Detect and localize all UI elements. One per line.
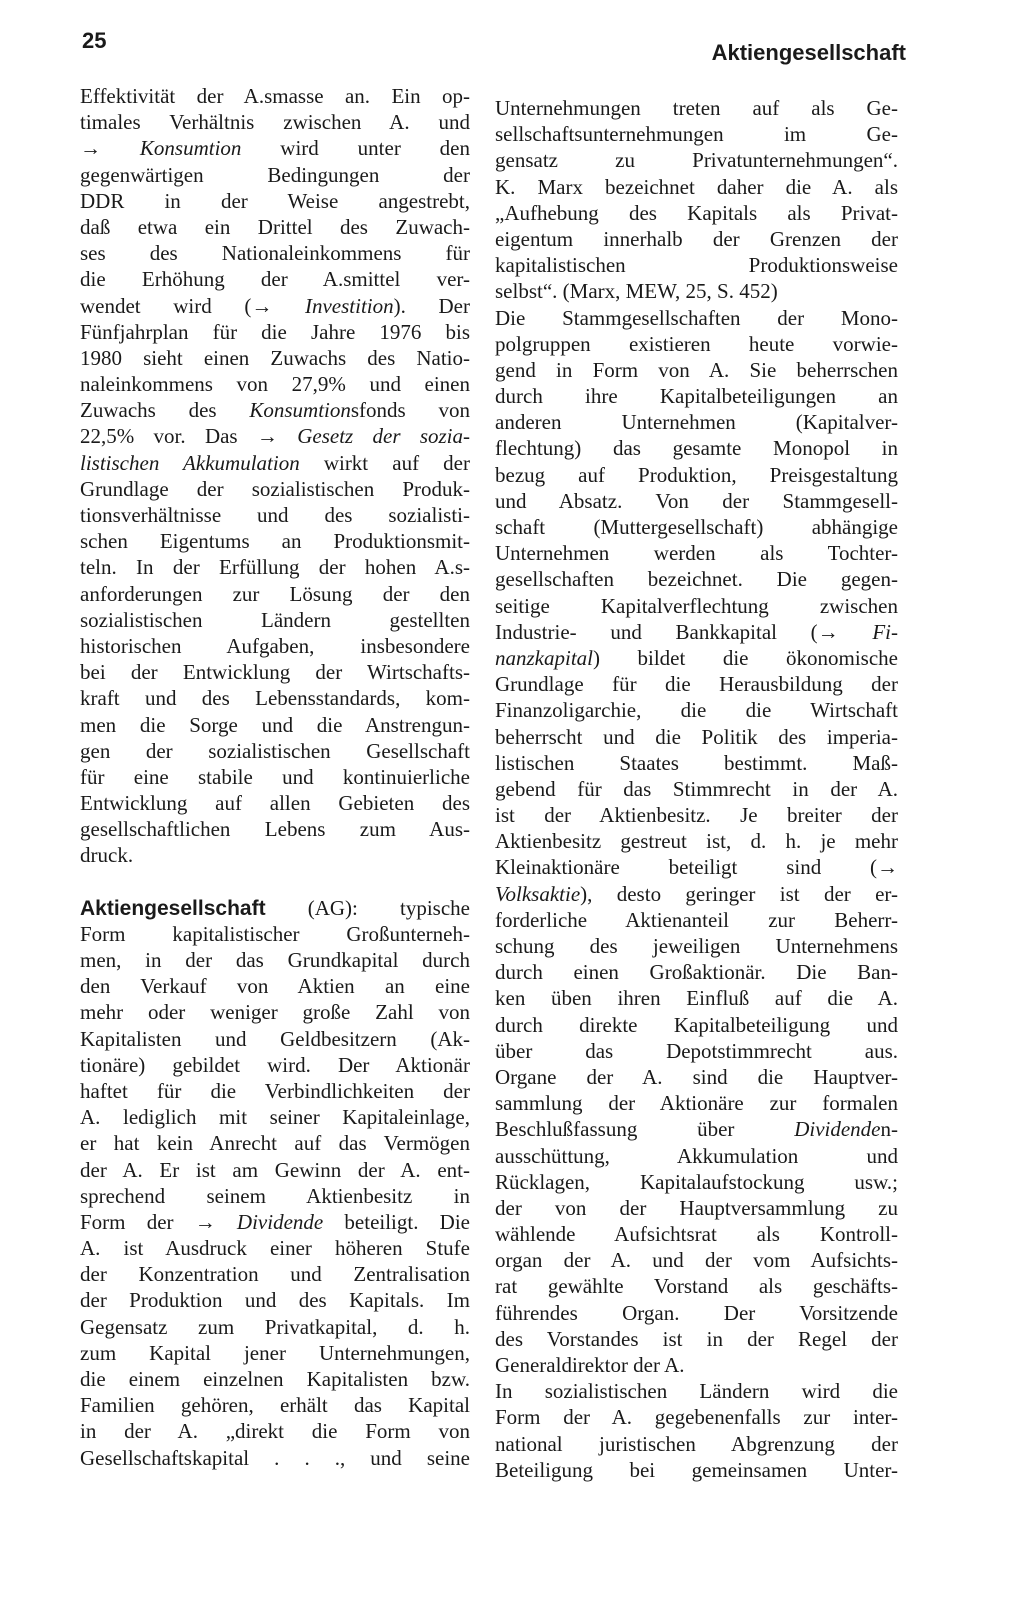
text-line: historischen Aufgaben, insbesondere — [80, 633, 470, 658]
text-line: beherrscht und die Politik des imperia- — [495, 724, 898, 749]
text-line: ist der Aktienbesitz. Je breiter der — [495, 803, 898, 828]
text-line: men, in der das Grundkapital durch — [80, 948, 470, 972]
text-line: für eine stabile und kontinuierliche — [80, 764, 470, 789]
text-line: Gegensatz zum Privatkapital, d. h. — [80, 1314, 470, 1339]
paragraph-aktiengesellschaft-continued — [495, 95, 898, 1483]
right-column — [495, 95, 898, 1483]
text-line: ken üben ihren Einfluß auf die A. — [495, 986, 898, 1011]
text-line: kraft und des Lebensstandards, kom- — [80, 686, 470, 711]
text-line: K. Marx bezeichnet daher die A. als — [495, 174, 898, 199]
text-line: der Konzentration und Zentralisation — [80, 1262, 470, 1287]
text-line: Kleinaktionäre beteiligt sind (→ — [495, 855, 898, 880]
text-line: und Absatz. Von der Stammgesell- — [495, 488, 898, 513]
text-line: die Erhöhung der A.smittel ver- — [80, 267, 470, 292]
text-line: führendes Organ. Der Vorsitzende — [495, 1300, 898, 1325]
text-line: listischen Staates bestimmt. Maß- — [495, 750, 898, 775]
text-line: sammlung der Aktionäre zur formalen — [495, 1091, 898, 1116]
text-line: gesellschaften bezeichnet. Die gegen- — [495, 567, 898, 592]
text-line: druck. — [80, 843, 134, 868]
text-line: 1980 sieht einen Zuwachs des Natio- — [80, 345, 470, 370]
text-line: nanzkapital) bildet die ökonomische — [495, 645, 898, 670]
text-line: er hat kein Anrecht auf das Vermögen — [80, 1131, 470, 1156]
text-line: Beschlußfassung über Dividenden- — [495, 1117, 898, 1142]
entry-first-line — [80, 895, 470, 921]
text-line: polgruppen existieren heute vorwie- — [495, 331, 898, 356]
text-line: In sozialistischen Ländern wird die — [495, 1379, 898, 1404]
text-line: der A. Er ist am Gewinn der A. ent- — [80, 1157, 470, 1182]
text-line: mehr oder weniger große Zahl von — [80, 1000, 470, 1025]
running-head: Aktiengesellschaft — [711, 40, 906, 65]
text-line: Form kapitalistischer Großunterneh- — [80, 921, 470, 946]
text-line: seitige Kapitalverflechtung zwischen — [495, 593, 898, 618]
text-line: eigentum innerhalb der Grenzen der — [495, 226, 898, 251]
text-line: den Verkauf von Aktien an eine — [80, 974, 470, 999]
text-line: Beteiligung bei gemeinsamen Unter- — [495, 1457, 898, 1482]
text-line: haftet für die Verbindlichkeiten der — [80, 1078, 470, 1103]
text-line: A. lediglich mit seiner Kapitaleinlage, — [80, 1105, 470, 1130]
text-line: des Vorstandes ist in der Regel der — [495, 1326, 898, 1351]
text-line: wählende Aufsichtsrat als Kontroll- — [495, 1222, 898, 1247]
text-line: schung des jeweiligen Unternehmens — [495, 934, 898, 958]
text-line: über das Depotstimmrecht aus. — [495, 1038, 898, 1063]
text-line: Organe der A. sind die Hauptver- — [495, 1064, 898, 1089]
text-line: 22,5% vor. Das → Gesetz der sozia- — [80, 424, 470, 449]
entry-headword: Aktiengesellschaft — [80, 896, 266, 920]
text-line: A. ist Ausdruck einer höheren Stufe — [80, 1236, 470, 1261]
text-line: listischen Akkumulation wirkt auf der — [80, 450, 470, 475]
text-line: sozialistischen Ländern gestellten — [80, 607, 470, 632]
paragraph-aktiengesellschaft — [80, 921, 470, 1471]
text-line: Effektivität der A.smasse an. Ein op- — [80, 84, 470, 108]
text-line: → Konsumtion wird unter den — [80, 136, 470, 161]
text-line: Generaldirektor der A. — [495, 1353, 685, 1377]
text-line: Die Stammgesellschaften der Mono- — [495, 305, 898, 330]
text-line: gesellschaftlichen Lebens zum Aus- — [80, 817, 470, 842]
text-line: Grundlage der sozialistischen Produk- — [80, 476, 470, 501]
text-line: kapitalistischen Produktionsweise — [495, 253, 898, 278]
text-line: Rücklagen, Kapitalaufstockung usw.; — [495, 1169, 898, 1194]
text-line: anderen Unternehmen (Kapitalver- — [495, 410, 898, 435]
text-line: gen der sozialistischen Gesellschaft — [80, 738, 470, 763]
text-line: forderliche Aktienanteil zur Beherr- — [495, 907, 898, 932]
text-line: teln. In der Erfüllung der hohen A.s- — [80, 555, 470, 580]
text-line: gensatz zu Privatunternehmungen“. — [495, 148, 898, 173]
text-line: Form der A. gegebenenfalls zur inter- — [495, 1405, 898, 1430]
text-line: „Aufhebung des Kapitals als Privat- — [495, 200, 898, 225]
left-column — [80, 83, 470, 1471]
text-line: Zuwachs des Konsumtionsfonds von — [80, 398, 470, 423]
text-line: zum Kapital jener Unternehmungen, — [80, 1340, 470, 1365]
text-line: durch ihre Kapitalbeteiligungen an — [495, 384, 898, 409]
text-line: gend in Form von A. Sie beherrschen — [495, 357, 898, 382]
text-line: tionäre) gebildet wird. Der Aktionär — [80, 1052, 470, 1077]
paragraph-akkumulation-continued — [80, 83, 470, 869]
text-line: Volksaktie), desto geringer ist der er- — [495, 881, 898, 906]
text-line: ses des Nationaleinkommens für — [80, 241, 470, 266]
text-line: gebend für das Stimmrecht in der A. — [495, 776, 898, 801]
text-line: anforderungen zur Lösung der den — [80, 581, 470, 606]
page-number: 25 — [82, 28, 107, 53]
text-line: Aktienbesitz gestreut ist, d. h. je mehr — [495, 829, 898, 854]
text-line: naleinkommens von 27,9% und einen — [80, 372, 470, 397]
text-line: Entwicklung auf allen Gebieten des — [80, 791, 470, 816]
text-line: die einem einzelnen Kapitalisten bzw. — [80, 1367, 470, 1391]
text-line: schen Eigentums an Produktionsmit- — [80, 529, 470, 554]
text-line: sprechend seinem Aktienbesitz in — [80, 1183, 470, 1208]
text-line: selbst“. (Marx, MEW, 25, S. 452) — [495, 279, 778, 304]
text-line: men die Sorge und die Anstrengun- — [80, 712, 470, 737]
text-line: national juristischen Abgrenzung der — [495, 1431, 898, 1456]
text-line: Unternehmen werden als Tochter- — [495, 541, 898, 566]
text-line: Finanzoligarchie, die die Wirtschaft — [495, 698, 898, 723]
text-line: daß etwa ein Drittel des Zuwach- — [80, 214, 470, 239]
text-line: organ der A. und der vom Aufsichts- — [495, 1248, 898, 1273]
text-line: flechtung) das gesamte Monopol in — [495, 436, 898, 461]
text-line: Form der → Dividende beteiligt. Die — [80, 1209, 470, 1234]
text-line: Unternehmungen treten auf als Ge- — [495, 96, 898, 120]
text-line: DDR in der Weise angestrebt, — [80, 188, 470, 213]
text-line: gegenwärtigen Bedingungen der — [80, 162, 470, 187]
text-line: Fünfjahrplan für die Jahre 1976 bis — [80, 319, 470, 344]
text-line: durch direkte Kapitalbeteiligung und — [495, 1012, 898, 1037]
text-line: schaft (Muttergesellschaft) abhängige — [495, 515, 898, 539]
text-line: tionsverhältnisse und des sozialisti- — [80, 503, 470, 527]
text-line: durch einen Großaktionär. Die Ban- — [495, 960, 898, 985]
text-line: sellschaftsunternehmungen im Ge- — [495, 122, 898, 147]
text-line: Gesellschaftskapital . . ., und seine — [80, 1445, 470, 1470]
text-line: Familien gehören, erhält das Kapital — [80, 1393, 470, 1418]
text-line: bezug auf Produktion, Preisgestaltung — [495, 462, 898, 487]
text-line: rat gewählte Vorstand als geschäfts- — [495, 1274, 898, 1299]
text-line: der von der Hauptversammlung zu — [495, 1195, 898, 1220]
text-line: timales Verhältnis zwischen A. und — [80, 110, 470, 135]
text-line: wendet wird (→ Investition). Der — [80, 293, 470, 318]
text-line: in der A. „direkt die Form von — [80, 1419, 470, 1444]
entry-first-line-text: (AG): typische — [265, 895, 470, 920]
text-line: Grundlage für die Herausbildung der — [495, 672, 898, 697]
text-line: der Produktion und des Kapitals. Im — [80, 1288, 470, 1313]
text-line: bei der Entwicklung der Wirtschafts- — [80, 660, 470, 685]
text-line: Industrie- und Bankkapital (→ Fi- — [495, 619, 898, 644]
text-line: Kapitalisten und Geldbesitzern (Ak- — [80, 1026, 470, 1051]
text-line: ausschüttung, Akkumulation und — [495, 1143, 898, 1168]
